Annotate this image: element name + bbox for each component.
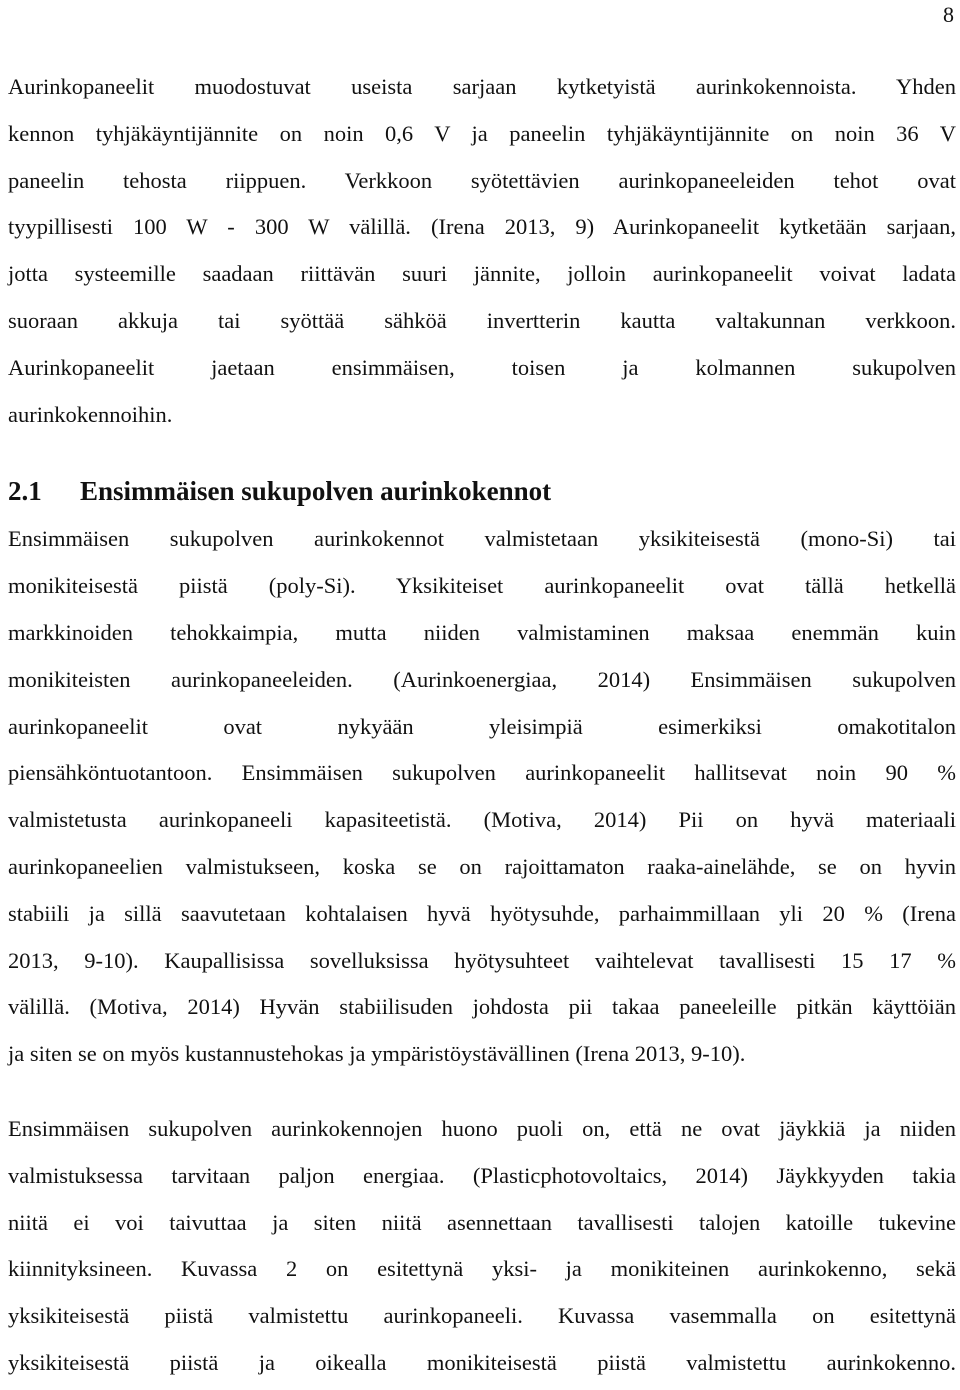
text-line: aurinkokennoihin. bbox=[8, 401, 173, 427]
text-line: piensähköntuotantoon. Ensimmäisen sukupolven aurinkopaneelit hallitsevat noin 90 % bbox=[8, 760, 956, 786]
text-line: monikiteisestä piistä (poly-Si). Yksikiteiset aurinkopaneelit ovat tällä hetkellä bbox=[8, 573, 956, 599]
text-line: 2013, 9-10). Kaupallisissa sovelluksissa hyötysuhteet vaihtelevat tavallisesti 15 17 % bbox=[8, 947, 956, 973]
text-line: tyypillisesti 100 W - 300 W välillä. (Irena 2013, 9) Aurinkopaneelit kytketään sarjaan, bbox=[8, 214, 956, 240]
text-line: paneelin tehosta riippuen. Verkkoon syötettävien aurinkopaneeleiden tehot ovat bbox=[8, 167, 956, 193]
text-line: markkinoiden tehokkaimpia, mutta niiden valmistaminen maksaa enemmän kuin bbox=[8, 619, 956, 645]
text-line: stabiili ja sillä saavutetaan kohtalaisen hyvä hyötysuhde, parhaimmillaan yli 20 % (Irena bbox=[8, 900, 956, 926]
text-line: Ensimmäisen sukupolven aurinkokennot valmistetaan yksikiteisestä (mono-Si) tai bbox=[8, 526, 956, 552]
section-heading bbox=[8, 468, 956, 514]
paragraph-first-generation bbox=[8, 516, 956, 1078]
text-line: yksikiteisestä piistä valmistettu aurinkopaneeli. Kuvassa vasemmalla on esitettynä bbox=[8, 1303, 956, 1329]
text-line: aurinkopaneelien valmistukseen, koska se on rajoittamaton raaka-ainelähde, se on hyvin bbox=[8, 853, 956, 879]
text-line: valmistuksessa tarvitaan paljon energiaa. (Plasticphotovoltaics, 2014) Jäykkyyden takia bbox=[8, 1162, 956, 1188]
text-line: yksikiteisestä piistä ja oikealla monikiteisestä piistä valmistettu aurinkokenno. bbox=[8, 1349, 956, 1375]
text-line: Aurinkopaneelit muodostuvat useista sarjaan kytketyistä aurinkokennoista. Yhden bbox=[8, 74, 956, 99]
text-line: Ensimmäisen sukupolven aurinkokennojen huono puoli on, että ne ovat jäykkiä ja niiden bbox=[8, 1115, 956, 1141]
paragraph-drawbacks bbox=[8, 1106, 956, 1387]
page-number: 8 bbox=[943, 2, 954, 27]
section-number: 2.1 bbox=[8, 476, 42, 507]
text-line: jotta systeemille saadaan riittävän suuri jännite, jolloin aurinkopaneelit voivat ladata bbox=[8, 261, 956, 287]
text-line: valmistetusta aurinkopaneeli kapasiteetistä. (Motiva, 2014) Pii on hyvä materiaali bbox=[8, 807, 956, 833]
text-line: niitä ei voi taivuttaa ja siten niitä asennettaan tavallisesti talojen katoille tukevine bbox=[8, 1209, 956, 1235]
text-line: välillä. (Motiva, 2014) Hyvän stabiilisuden johdosta pii takaa paneeleille pitkän käyttöiän bbox=[8, 994, 956, 1020]
text-line: Aurinkopaneelit jaetaan ensimmäisen, toisen ja kolmannen sukupolven bbox=[8, 354, 956, 380]
section-title: Ensimmäisen sukupolven aurinkokennot bbox=[80, 476, 552, 507]
text-line: monikiteisten aurinkopaneeleiden. (Aurinkoenergiaa, 2014) Ensimmäisen sukupolven bbox=[8, 666, 956, 692]
text-line: kennon tyhjäkäyntijännite on noin 0,6 V ja paneelin tyhjäkäyntijännite on noin 36 V bbox=[8, 120, 956, 146]
text-line: suoraan akkuja tai syöttää sähköä invertterin kautta valtakunnan verkkoon. bbox=[8, 307, 956, 333]
text-line: ja siten se on myös kustannustehokas ja ympäristöystävällinen (Irena 2013, 9-10). bbox=[8, 1041, 746, 1067]
text-line: aurinkopaneelit ovat nykyään yleisimpiä esimerkiksi omakotitalon bbox=[8, 713, 956, 739]
text-line: kiinnityksineen. Kuvassa 2 on esitettynä yksi- ja monikiteinen aurinkokenno, sekä bbox=[8, 1256, 956, 1282]
paragraph-intro bbox=[8, 64, 956, 438]
document-body bbox=[8, 64, 956, 1387]
